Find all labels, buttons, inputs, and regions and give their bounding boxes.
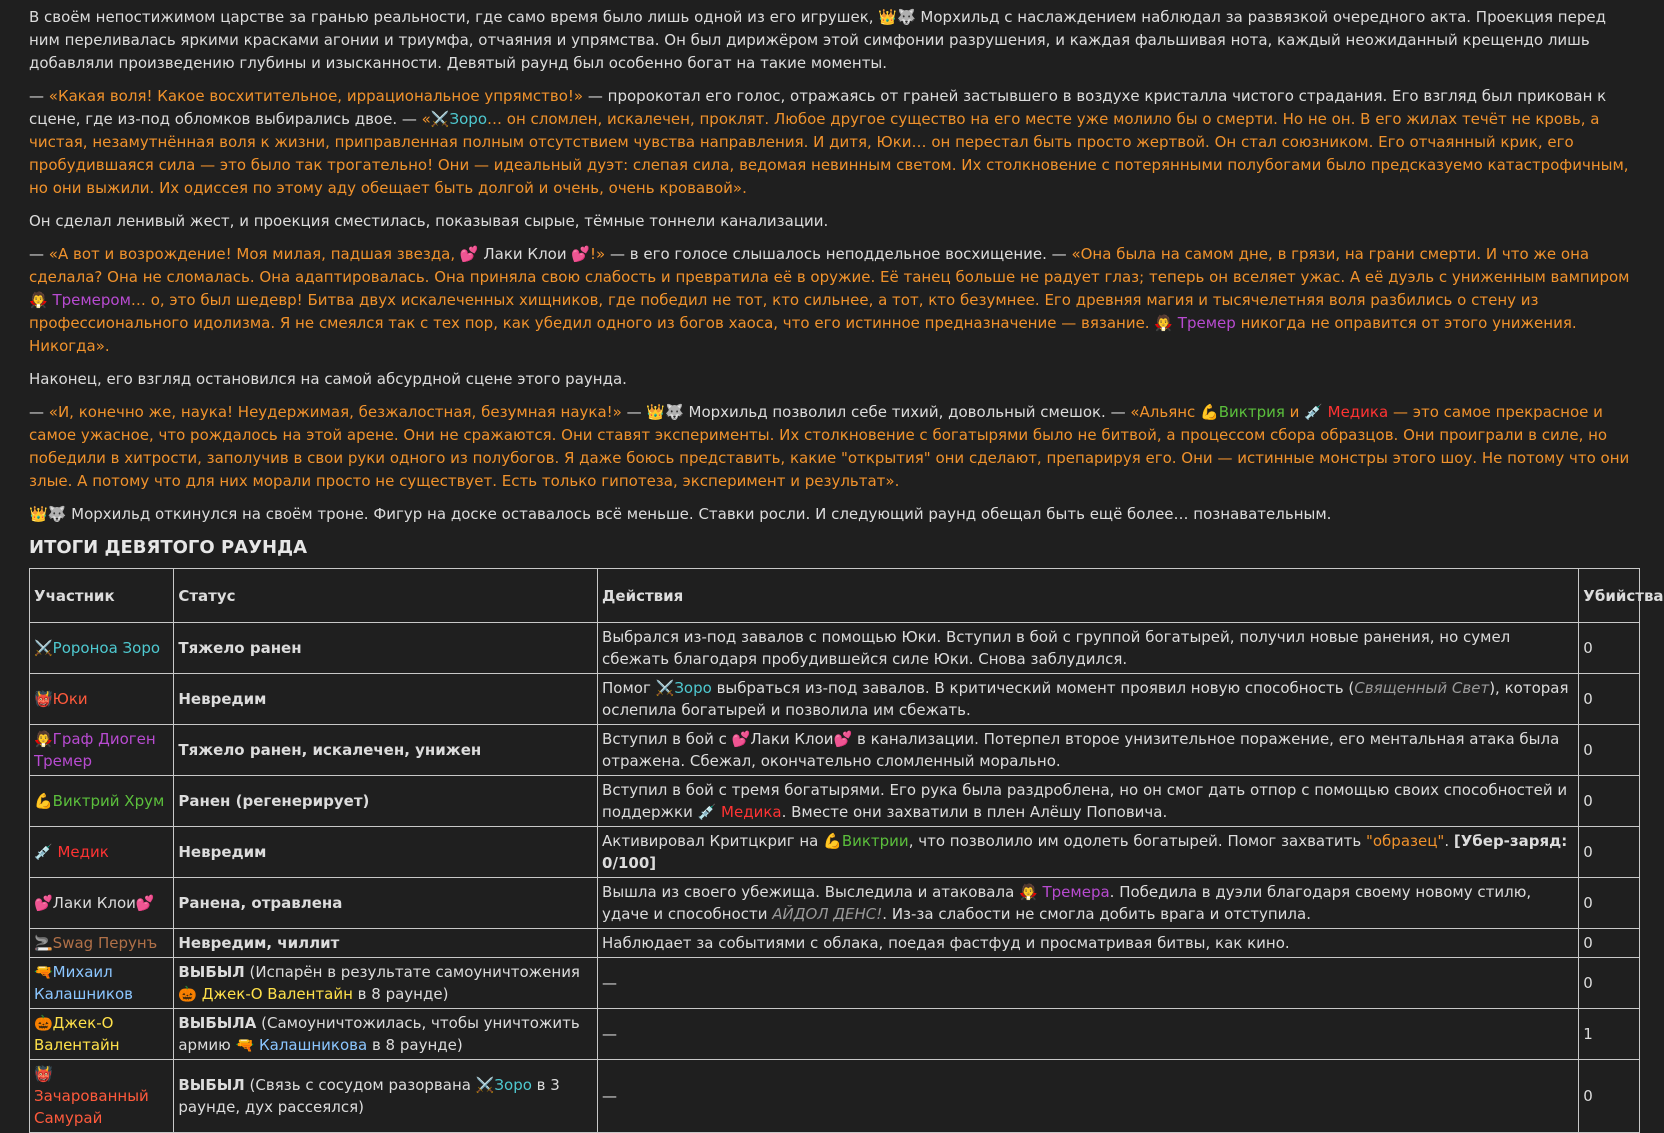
table-row xyxy=(30,776,1640,827)
text-segment-narr: — в его голосе слышалось неподдельное восхищение. — xyxy=(605,245,1072,263)
story-text xyxy=(29,6,1640,526)
text-segment-narr: — xyxy=(29,245,49,263)
text-segment-narr: Вступил в бой с xyxy=(602,730,732,748)
text-segment-tremer: 🧛Граф Диоген Тремер xyxy=(34,730,156,770)
table-row xyxy=(30,623,1640,674)
text-segment-speech: «Какая воля! Какое восхитительное, иррациональное упрямство!» xyxy=(48,87,584,105)
participant-cell xyxy=(30,878,174,929)
text-segment-narr: В своём непостижимом царстве за гранью реальности, где само время было лишь одной из его игрушек, xyxy=(29,8,879,26)
text-segment-tremer: 🧛 Тремера xyxy=(1019,883,1110,901)
status-cell xyxy=(174,776,598,827)
text-segment-narr: Вступил в бой с тремя богатырями. Его рука была раздроблена, но он смог дать отпор с помощью своих способностей и поддержки xyxy=(602,781,1568,821)
kills-cell: 0 xyxy=(1579,827,1640,878)
actions-cell xyxy=(598,929,1579,958)
text-segment-samurai: 👹 Зачарованный Самурай xyxy=(34,1065,149,1127)
status-cell xyxy=(174,958,598,1009)
text-segment-narr: (Самоуничтожилась, чтобы уничтожить армию xyxy=(178,1014,580,1054)
text-segment-bold: [Убер-заряд: 0/100] xyxy=(602,832,1568,872)
participant-cell xyxy=(30,929,174,958)
text-segment-viktr: 💪Виктрии xyxy=(823,832,909,850)
actions-cell xyxy=(598,1060,1579,1133)
actions-cell xyxy=(598,674,1579,725)
kills-cell: 0 xyxy=(1579,623,1640,674)
text-segment-narr: — xyxy=(29,403,49,421)
status-label: Невредим, чиллит xyxy=(178,934,340,952)
table-row xyxy=(30,878,1640,929)
text-segment-narr: Помог xyxy=(602,679,656,697)
story-paragraph xyxy=(29,368,1640,391)
summary-table xyxy=(29,568,1664,1133)
participant-cell xyxy=(30,827,174,878)
text-segment-lucky: 💕 Лаки Клои 💕 xyxy=(459,245,591,263)
text-segment-narr: (Испарён в результате самоуничтожения xyxy=(244,963,580,981)
status-cell xyxy=(174,725,598,776)
text-segment-speech: — это самое прекрасное и самое ужасное, что рождалось на этой арене. Они не сражаются. Они ставят эксперименты. Их столкновение с богатырями было не битвой, а процессом сбора образцов. Они проиграли в силе, но победили в хитрости, заполучив в свои руки одного из полубогов. Я даже боюсь представить, какие "открытия" они сделают, препарируя его. Они — истинные монстры этого шоу. Не потому что они злые. А потому что для них морали просто не существует. Есть только гипотеза, эксперимент и результат». xyxy=(29,403,1630,490)
text-segment-narr: в 3 раунде, дух рассеялся) xyxy=(178,1076,560,1116)
text-segment-tremer: 🧛 Тремером xyxy=(29,291,131,309)
text-segment-mikhail: 🔫 Калашникова xyxy=(235,1036,368,1054)
participant-cell xyxy=(30,725,174,776)
text-segment-tremer: 🧛 Тремер xyxy=(1154,314,1236,332)
kills-cell: 0 xyxy=(1579,958,1640,1009)
text-segment-yuki: 👹Юки xyxy=(34,690,88,708)
kills-cell: 0 xyxy=(1579,1060,1640,1133)
text-segment-speech: «А вот и возрождение! Моя милая, падшая звезда, xyxy=(48,245,460,263)
table-row xyxy=(30,1060,1640,1133)
text-segment-medic: 💉 Медика xyxy=(697,803,782,821)
status-cell xyxy=(174,1060,598,1133)
text-segment-speech: и xyxy=(1284,403,1305,421)
status-label: ВЫБЫЛ xyxy=(178,963,245,981)
status-cell xyxy=(174,929,598,958)
text-segment-zoro: ⚔️Ророноа Зоро xyxy=(34,639,161,657)
text-segment-speech: … он сломлен, искалечен, проклят. Любое другое существо на его месте уже молило бы о смерти. Но не он. В его жилах течёт не кровь, а чистая, незамутнённая воля к жизни, приправленная полным отсутствием чувства направления. И дитя, Юки… он перестал быть просто жертвой. Он стал союзником. Его отчаянный крик, его пробудившаяся сила — это было так трогательно! Они — идеальный дуэт: слепая сила, ведомая невинным светом. Их столкновение с потерянными полубогами было предсказуемо катастрофичным, но они выжили. Их одиссея по этому аду обещает быть долгой и очень, очень кровавой». xyxy=(29,110,1629,197)
text-segment-narr: — xyxy=(602,1087,618,1105)
text-segment-mikhail: 🔫Михаил Калашников xyxy=(34,963,133,1003)
text-segment-zoro: ⚔️Зоро xyxy=(655,679,712,697)
text-segment-narr: Наконец, его взгляд остановился на самой абсурдной сцене этого раунда. xyxy=(29,370,627,388)
story-paragraph xyxy=(29,243,1640,358)
text-segment-narr: — xyxy=(602,974,618,992)
text-segment-narr: Наблюдает за событиями с облака, поедая фастфуд и просматривая битвы, как кино. xyxy=(602,934,1290,952)
story-paragraph xyxy=(29,85,1640,200)
status-cell xyxy=(174,1009,598,1060)
kills-cell: 0 xyxy=(1579,725,1640,776)
story-paragraph xyxy=(29,503,1640,526)
text-segment-narr: . Победила в дуэли благодаря своему новому стилю, удаче и способности xyxy=(602,883,1532,923)
text-segment-speech: «Она была на самом дне, в грязи, на грани смерти. И что же она сделала? Она не сломалась. Она адаптировалась. Она приняла свою слабость и превратила её в оружие. Её танец больше не радует глаз; теперь он вселяет ужас. А её дуэль с униженным вампиром xyxy=(29,245,1630,286)
text-segment-narr: . Вместе они захватили в плен Алёшу Поповича. xyxy=(781,803,1168,821)
kills-cell: 1 xyxy=(1579,1009,1640,1060)
text-segment-italic: АЙДОЛ ДЕНС! xyxy=(772,905,883,923)
text-segment-narr: — xyxy=(29,87,49,105)
column-header-actions: Действия xyxy=(598,569,1579,623)
text-segment-perun: 🚬Swag Перунъ xyxy=(34,934,158,952)
text-segment-narr: Он сделал ленивый жест, и проекция сместилась, показывая сырые, тёмные тоннели канализации. xyxy=(29,212,829,230)
status-label: Ранена, отравлена xyxy=(178,894,343,912)
text-segment-speech: «Альянс xyxy=(1130,403,1201,421)
participant-cell xyxy=(30,958,174,1009)
text-segment-italic: Священный Свет xyxy=(1354,679,1490,697)
table-row xyxy=(30,674,1640,725)
kills-cell: 0 xyxy=(1579,674,1640,725)
story-paragraph xyxy=(29,210,1640,233)
actions-cell xyxy=(598,878,1579,929)
kills-cell: 0 xyxy=(1579,878,1640,929)
text-segment-narr: ), которая ослепила богатырей и позволила им сбежать. xyxy=(602,679,1569,719)
status-cell xyxy=(174,878,598,929)
column-header-kills: Убийства xyxy=(1579,569,1640,623)
text-segment-speech: никогда не оправится от этого унижения. Никогда». xyxy=(29,314,1577,355)
participant-cell xyxy=(30,776,174,827)
text-segment-narr: в канализации. Потерпел второе унизительное поражение, его ментальная атака была отражена. Сбежал, окончательно сломленный морально. xyxy=(602,730,1560,770)
participant-cell xyxy=(30,1060,174,1133)
text-segment-zoro: ⚔️Зоро xyxy=(475,1076,532,1094)
actions-cell xyxy=(598,1009,1579,1060)
text-segment-narr: — пророкотал его голос, отражаясь от граней застывшего в воздухе кристалла чистого страдания. Его взгляд был прикован к сцене, где из-под обломков выбирались двое. — xyxy=(29,87,1607,128)
actions-cell xyxy=(598,827,1579,878)
table-row xyxy=(30,1009,1640,1060)
status-label: Тяжело ранен xyxy=(178,639,302,657)
text-segment-narr: Активировал Критцкриг на xyxy=(602,832,824,850)
text-segment-viktr: 💪Виктрия xyxy=(1200,403,1285,421)
text-segment-narr: — xyxy=(602,1025,618,1043)
text-segment-narr: Морхильд с наслаждением наблюдал за развязкой очередного акта. Проекция перед ним переливалась яркими красками агонии и триумфа, отчаяния и упрямства. Он был дирижёром этой симфонии разрушения, и каждая фальшивая нота, каждый неожиданный крещендо лишь добавляли произведению глубины и изысканности. Девятый раунд был особенно богат на такие моменты. xyxy=(29,8,1606,72)
status-label: ВЫБЫЛА xyxy=(178,1014,257,1032)
text-segment-speech: «И, конечно же, наука! Неудержимая, безжалостная, безумная наука!» xyxy=(48,403,622,421)
text-segment-lucky: 💕Лаки Клои💕 xyxy=(731,730,853,748)
text-segment-narr: , что позволило им одолеть богатырей. Помог захватить xyxy=(908,832,1366,850)
status-cell xyxy=(174,827,598,878)
text-segment-zoro: ⚔️Зоро xyxy=(430,110,487,128)
status-cell xyxy=(174,623,598,674)
story-paragraph xyxy=(29,6,1640,75)
status-label: Ранен (регенерирует) xyxy=(178,792,370,810)
text-segment-speech: !» xyxy=(590,245,606,263)
summary-heading: ИТОГИ ДЕВЯТОГО РАУНДА xyxy=(29,537,307,558)
actions-cell xyxy=(598,958,1579,1009)
text-segment-jack: 🎃 Джек-О Валентайн xyxy=(178,985,353,1003)
kills-cell: 0 xyxy=(1579,929,1640,958)
table-header-row xyxy=(30,569,1640,623)
text-segment-narr: (Связь с сосудом разорвана xyxy=(244,1076,476,1094)
text-segment-medic: 💉 Медика xyxy=(1304,403,1389,421)
column-header-participant: Участник xyxy=(30,569,174,623)
text-segment-narr: в 8 раунде) xyxy=(367,1036,463,1054)
text-segment-medic: 💉 Медик xyxy=(34,843,109,861)
actions-cell xyxy=(598,623,1579,674)
story-paragraph xyxy=(29,401,1640,493)
participant-cell xyxy=(30,623,174,674)
text-segment-narr: в 8 раунде) xyxy=(352,985,449,1003)
participant-cell xyxy=(30,1009,174,1060)
text-segment-narr: выбраться из-под завалов. В критический момент проявил новую способность ( xyxy=(711,679,1355,697)
text-segment-lucky: 💕Лаки Клои💕 xyxy=(34,894,155,912)
kills-cell: 0 xyxy=(1579,776,1640,827)
text-segment-narr: Выбрался из-под завалов с помощью Юки. Вступил в бой с группой богатырей, получил новые ранения, но сумел сбежать благодаря пробудившейся силе Юки. Снова заблудился. xyxy=(602,628,1511,668)
status-label: Невредим xyxy=(178,690,267,708)
status-label: Тяжело ранен, искалечен, унижен xyxy=(178,741,482,759)
text-segment-narr: . xyxy=(1444,832,1454,850)
text-segment-narr: Вышла из своего убежища. Выследила и атаковала xyxy=(602,883,1020,901)
table-row xyxy=(30,827,1640,878)
text-segment-narr: . Из-за слабости не смогла добить врага и отступила. xyxy=(882,905,1311,923)
text-segment-speech: "образец" xyxy=(1365,832,1445,850)
status-label: Невредим xyxy=(178,843,267,861)
table-row xyxy=(30,929,1640,958)
table-body xyxy=(30,623,1640,1133)
participant-cell xyxy=(30,674,174,725)
status-cell xyxy=(174,674,598,725)
text-segment-speech: « xyxy=(421,110,431,128)
text-segment-speech: … о, это был шедевр! Битва двух искалеченных хищников, где победил не тот, кто сильнее, а тот, кто безумнее. Его древняя магия и тысячелетняя воля разбились о стену из профессионального идолизма. Я не смеялся так с тех пор, как убедил одного из богов хаоса, что его истинное предназначение — вязание. xyxy=(29,291,1539,332)
table-row xyxy=(30,725,1640,776)
text-segment-jack: 🎃Джек-О Валентайн xyxy=(34,1014,120,1054)
text-segment-viktr: 💪Виктрий Хрум xyxy=(34,792,165,810)
actions-cell xyxy=(598,776,1579,827)
text-segment-narr: — 👑🐺 Морхильд позволил себе тихий, довольный смешок. — xyxy=(621,403,1131,421)
column-header-status: Статус xyxy=(174,569,598,623)
text-segment-narr: 👑🐺 Морхильд откинулся на своём троне. Фигур на доске оставалось всё меньше. Ставки росли. И следующий раунд обещал быть ещё более… познавательным. xyxy=(29,505,1332,523)
text-segment-narr: 👑🐺 xyxy=(878,8,921,26)
status-label: ВЫБЫЛ xyxy=(178,1076,245,1094)
table-row xyxy=(30,958,1640,1009)
actions-cell xyxy=(598,725,1579,776)
